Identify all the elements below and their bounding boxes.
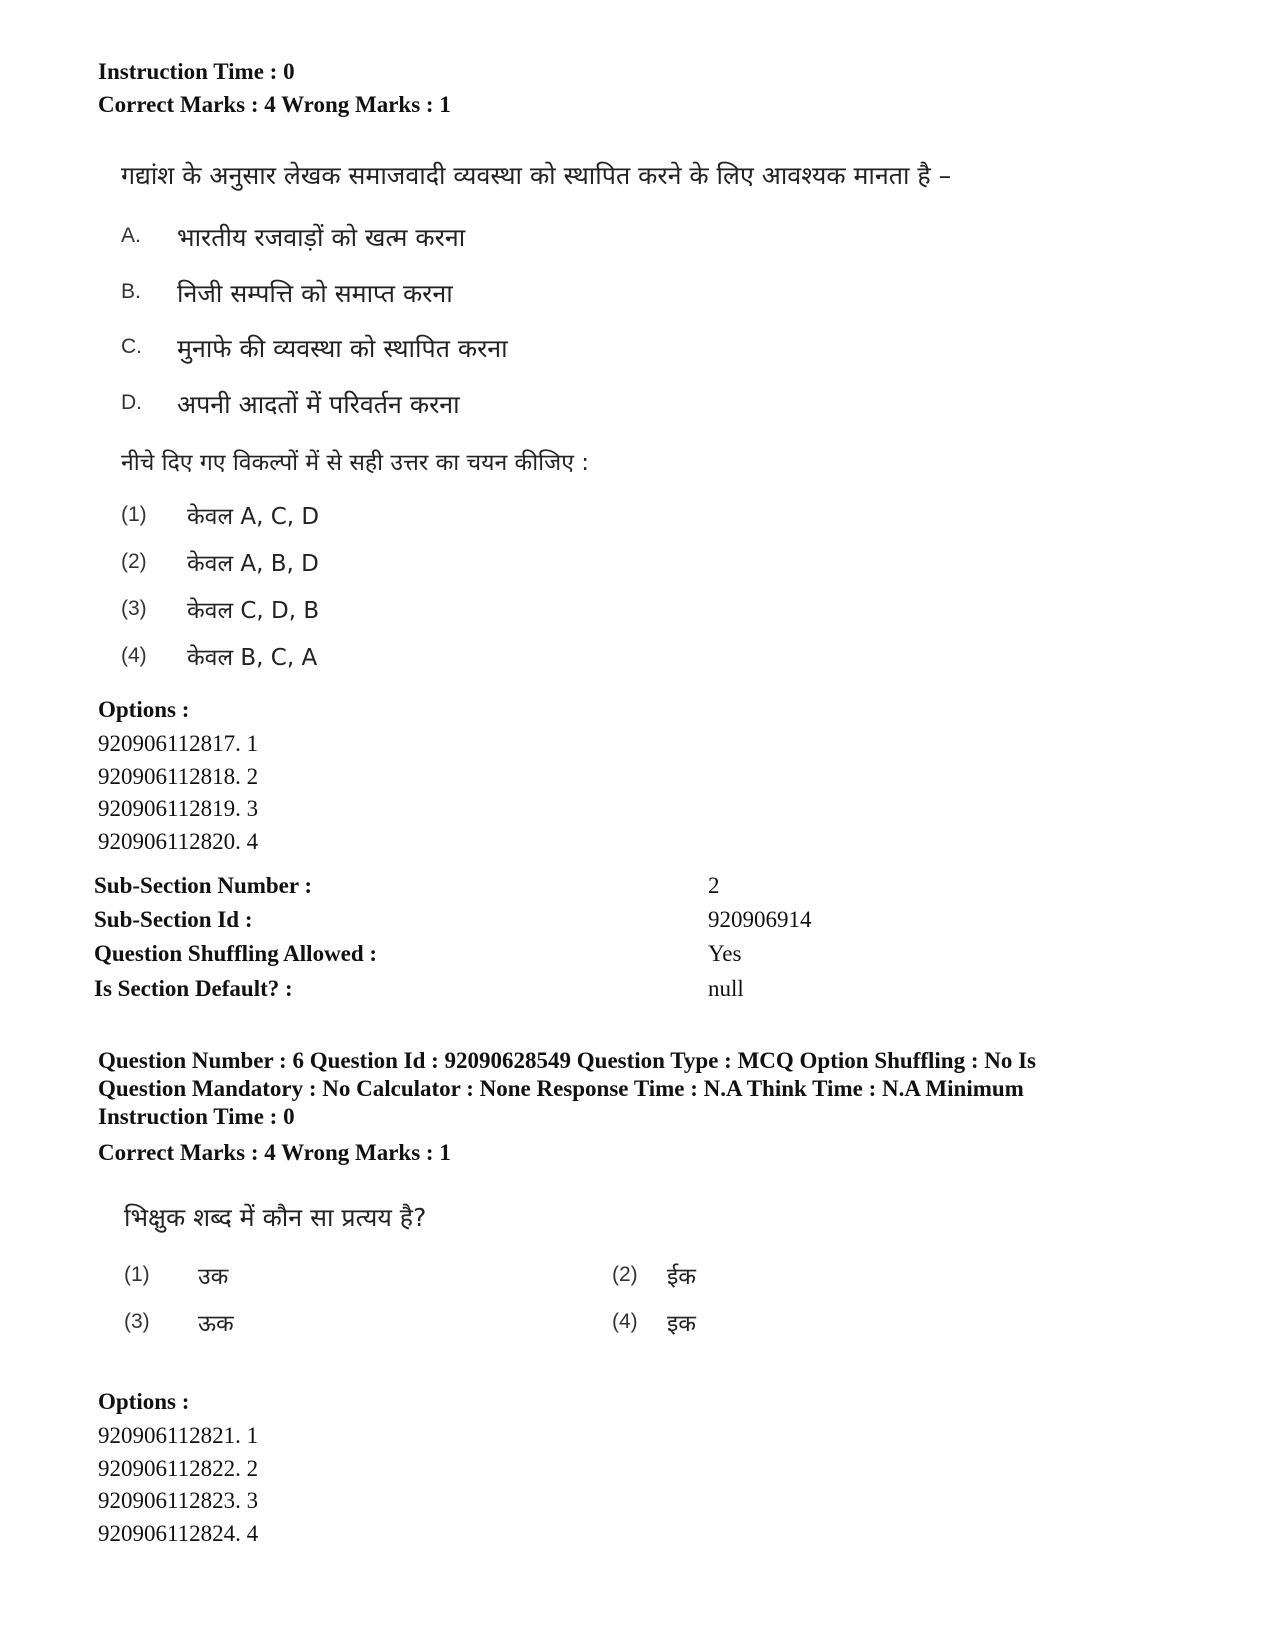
q6-marks: Correct Marks : 4 Wrong Marks : 1 xyxy=(98,1140,451,1165)
statement-letter: D. xyxy=(121,391,142,414)
q6-stem: भिक्षुक शब्द में कौन सा प्रत्यय है? xyxy=(124,1203,427,1232)
option-item: 920906112818. 2 xyxy=(98,763,259,789)
question-shuffling-value: Yes xyxy=(708,941,742,966)
q5-instruction-time: Instruction Time : 0 xyxy=(98,59,295,84)
choice-number: (1) xyxy=(121,503,147,526)
q6-meta-line: Instruction Time : 0 xyxy=(98,1104,295,1129)
choice-number: (1) xyxy=(124,1263,150,1286)
q5-choice-1 xyxy=(121,503,621,535)
q6-meta xyxy=(98,1047,1178,1131)
statement-letter: C. xyxy=(121,335,142,358)
choice-text: केवल A, C, D xyxy=(187,504,320,530)
option-item: 920906112820. 4 xyxy=(98,828,259,854)
q5-choice-4 xyxy=(121,644,621,676)
statement-letter: B. xyxy=(121,280,141,303)
choice-text: केवल C, D, B xyxy=(187,598,320,624)
choice-number: (4) xyxy=(612,1310,638,1333)
option-item: 920906112819. 3 xyxy=(98,796,259,821)
q5-choice-3 xyxy=(121,597,621,629)
q6-meta-line: Question Mandatory : No Calculator : None Response Time : N.A Think Time : N.A Minimum xyxy=(98,1076,1024,1101)
q5-statement-d xyxy=(121,391,721,425)
subsection-id-value: 920906914 xyxy=(708,907,812,932)
q6-options-label: Options : xyxy=(98,1389,190,1414)
choice-text: केवल A, B, D xyxy=(187,551,319,577)
q5-statement-c xyxy=(121,335,721,369)
choice-number: (3) xyxy=(124,1310,150,1333)
q5-marks: Correct Marks : 4 Wrong Marks : 1 xyxy=(98,92,451,117)
option-item: 920906112823. 3 xyxy=(98,1488,259,1513)
section-default-key: Is Section Default? : xyxy=(94,976,293,1001)
q6-meta-line: Question Number : 6 Question Id : 92090628549 Question Type : MCQ Option Shuffling : No Is xyxy=(98,1048,1037,1073)
q6-choice-1 xyxy=(124,1263,524,1295)
choice-number: (2) xyxy=(612,1263,638,1286)
statement-letter: A. xyxy=(121,224,141,247)
q5-choice-2 xyxy=(121,550,621,582)
question-shuffling-key: Question Shuffling Allowed : xyxy=(94,941,378,966)
q6-choice-2 xyxy=(612,1263,1012,1295)
statement-text: अपनी आदतों में परिवर्तन करना xyxy=(177,390,460,419)
q6-choice-3 xyxy=(124,1310,524,1342)
choice-number: (3) xyxy=(121,597,147,620)
statement-text: भारतीय रजवाड़ों को खत्म करना xyxy=(177,223,466,252)
choice-text: केवल B, C, A xyxy=(187,645,318,671)
option-item: 920906112822. 2 xyxy=(98,1455,259,1481)
q5-instruction: नीचे दिए गए विकल्पों में से सही उत्तर का चयन कीजिए : xyxy=(121,450,589,476)
choice-text: ईक xyxy=(667,1264,696,1290)
q5-stem: गद्यांश के अनुसार लेखक समाजवादी व्यवस्था को स्थापित करने के लिए आवश्यक मानता है – xyxy=(121,161,952,190)
statement-text: निजी सम्पत्ति को समाप्त करना xyxy=(177,279,453,308)
q6-options-list xyxy=(98,1420,258,1550)
option-item: 920906112824. 4 xyxy=(98,1520,259,1546)
option-item: 920906112821. 1 xyxy=(98,1423,259,1448)
choice-number: (2) xyxy=(121,550,147,573)
subsection-number-key: Sub-Section Number : xyxy=(94,873,313,898)
choice-text: इक xyxy=(667,1311,696,1337)
option-item: 920906112817. 1 xyxy=(98,731,259,756)
q6-choice-4 xyxy=(612,1310,1012,1342)
choice-text: उक xyxy=(198,1264,229,1290)
choice-text: ऊक xyxy=(198,1311,234,1337)
subsection-number-value: 2 xyxy=(708,873,720,898)
subsection-id-key: Sub-Section Id : xyxy=(94,907,253,932)
statement-text: मुनाफे की व्यवस्था को स्थापित करना xyxy=(177,334,508,363)
q5-statement-b xyxy=(121,280,721,314)
q5-statement-a xyxy=(121,224,721,258)
choice-number: (4) xyxy=(121,644,147,667)
q5-options-list xyxy=(98,728,258,858)
section-default-value: null xyxy=(708,976,744,1001)
q5-options-label: Options : xyxy=(98,697,190,722)
